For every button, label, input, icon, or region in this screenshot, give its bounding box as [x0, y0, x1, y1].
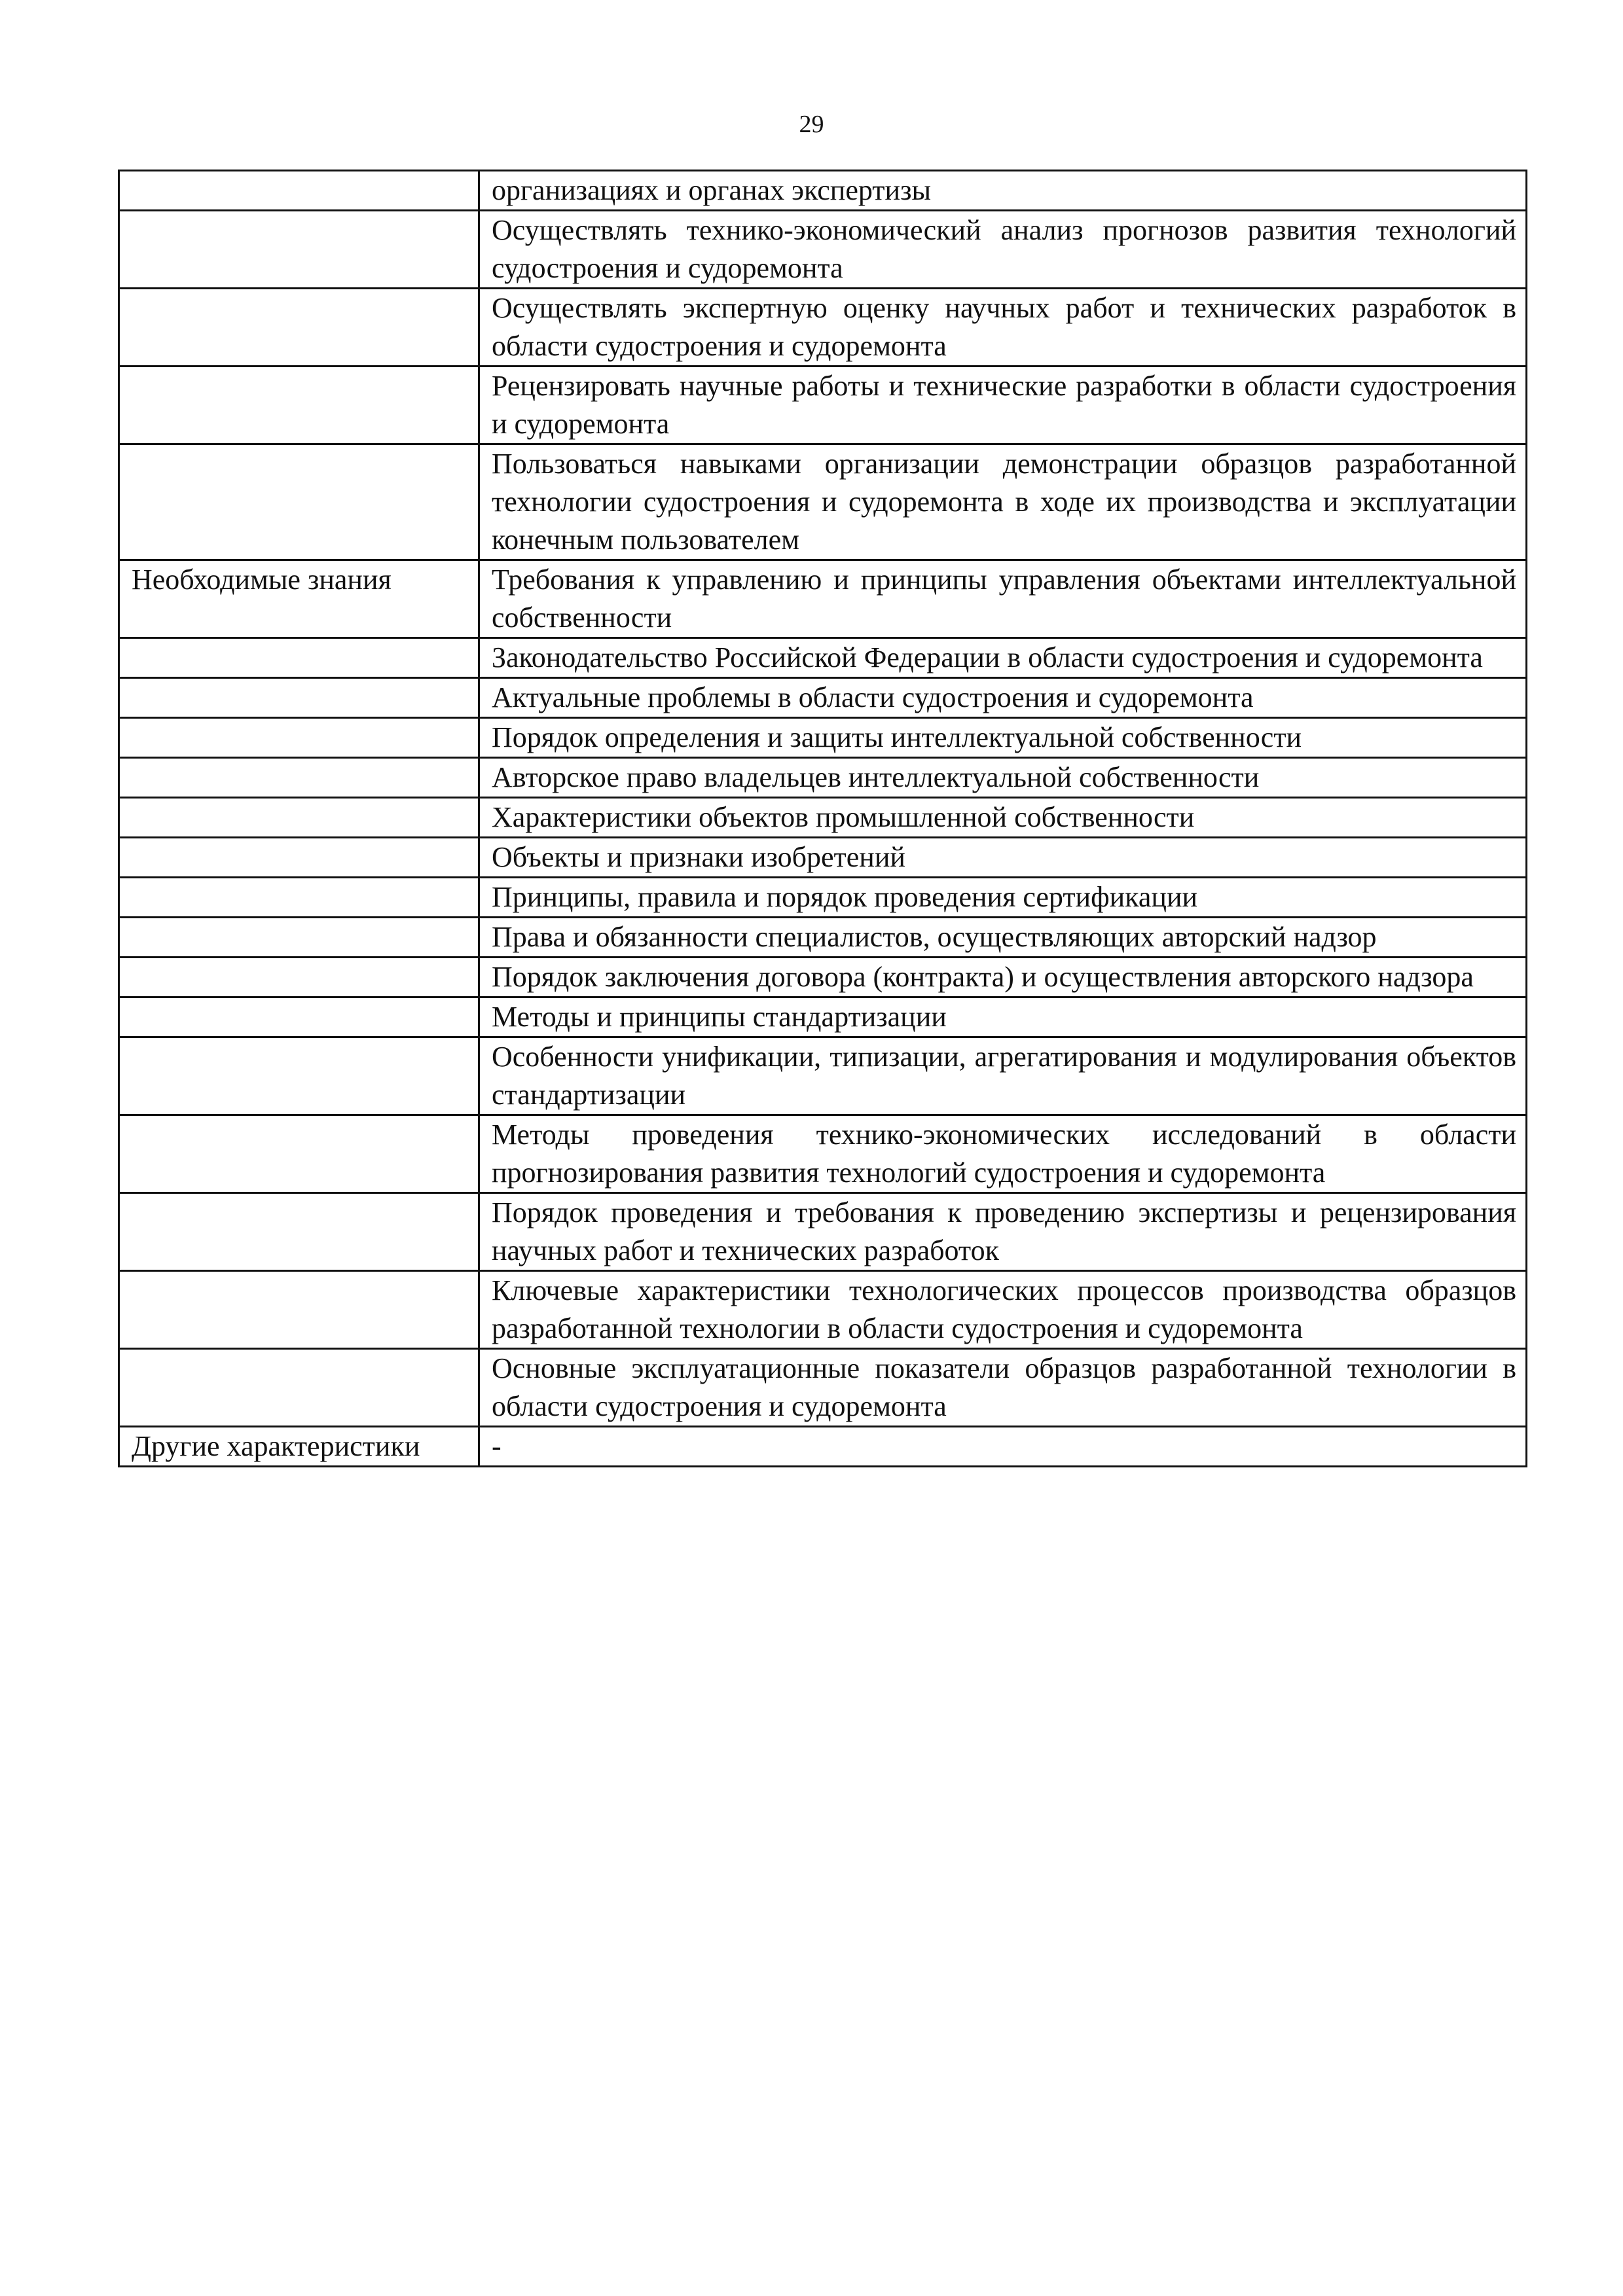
skill-item: Осуществлять экспертную оценку научных работ и технических разработок в области судостроения и судоремонта: [479, 289, 1527, 367]
table-row: [119, 289, 1527, 367]
skill-item: Пользоваться навыками организации демонстрации образцов разработанной технологии судостроения и судоремонта в ходе их производства и эксплуатации конечным пользователем: [479, 444, 1527, 560]
knowledge-item: Объекты и признаки изобретений: [479, 838, 1527, 878]
knowledge-item: Особенности унификации, типизации, агрегатирования и модулирования объектов стандартизации: [479, 1037, 1527, 1115]
knowledge-item: Методы и принципы стандартизации: [479, 997, 1527, 1037]
table-row: [119, 958, 1527, 997]
knowledge-item: Порядок определения и защиты интеллектуальной собственности: [479, 718, 1527, 758]
knowledge-item: Методы проведения технико-экономических исследований в области прогнозирования развития технологий судостроения и судоремонта: [479, 1115, 1527, 1193]
table-row: [119, 878, 1527, 918]
skill-item: Осуществлять технико-экономический анализ прогнозов развития технологий судостроения и судоремонта: [479, 211, 1527, 289]
table-row: [119, 997, 1527, 1037]
knowledge-item: Характеристики объектов промышленной собственности: [479, 798, 1527, 838]
table-row: [119, 171, 1527, 211]
knowledge-item: Авторское право владельцев интеллектуальной собственности: [479, 758, 1527, 798]
requirements-table: [118, 170, 1527, 1467]
other-value: -: [479, 1427, 1527, 1467]
other-category-label: Другие характеристики: [119, 1427, 479, 1467]
knowledge-item: Порядок проведения и требования к проведению экспертизы и рецензирования научных работ и технических разработок: [479, 1193, 1527, 1271]
skill-item: Рецензировать научные работы и технические разработки в области судостроения и судоремонта: [479, 367, 1527, 444]
table-row: [119, 678, 1527, 718]
knowledge-item: Основные эксплуатационные показатели образцов разработанной технологии в области судостроения и судоремонта: [479, 1349, 1527, 1427]
knowledge-item: Права и обязанности специалистов, осуществляющих авторский надзор: [479, 918, 1527, 958]
table-row: [119, 211, 1527, 289]
knowledge-item: Актуальные проблемы в области судостроения и судоремонта: [479, 678, 1527, 718]
knowledge-item: Требования к управлению и принципы управления объектами интеллектуальной собственности: [479, 560, 1527, 638]
table-row: [119, 758, 1527, 798]
table-row: [119, 918, 1527, 958]
knowledge-item: Ключевые характеристики технологических процессов производства образцов разработанной технологии в области судостроения и судоремонта: [479, 1271, 1527, 1349]
knowledge-item: Законодательство Российской Федерации в области судостроения и судоремонта: [479, 638, 1527, 678]
table-row: [119, 1271, 1527, 1349]
skills-category-cell: [119, 171, 479, 211]
page-number: 29: [799, 111, 824, 138]
table-row: [119, 560, 1527, 638]
table-row: [119, 1037, 1527, 1115]
table-row: [119, 1349, 1527, 1427]
table-row: [119, 367, 1527, 444]
table-row: [119, 444, 1527, 560]
table-row: [119, 1115, 1527, 1193]
knowledge-category-label: Необходимые знания: [119, 560, 479, 638]
table-row: [119, 838, 1527, 878]
skill-item: организациях и органах экспертизы: [479, 171, 1527, 211]
knowledge-item: Принципы, правила и порядок проведения сертификации: [479, 878, 1527, 918]
table-row: [119, 1193, 1527, 1271]
table-row: [119, 718, 1527, 758]
table-row: [119, 798, 1527, 838]
table-row: [119, 1427, 1527, 1467]
knowledge-item: Порядок заключения договора (контракта) и осуществления авторского надзора: [479, 958, 1527, 997]
table-row: [119, 638, 1527, 678]
